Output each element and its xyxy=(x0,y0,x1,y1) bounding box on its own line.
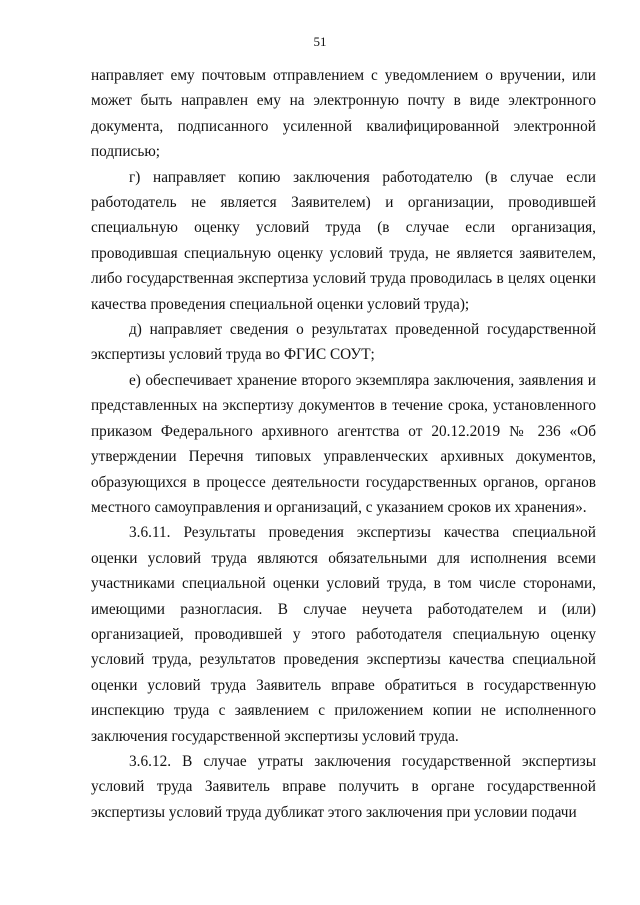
page-number: 51 xyxy=(313,34,327,49)
paragraph-clause-3-6-12: 3.6.12. В случае утраты заключения государственной экспертизы условий труда Заявитель вправе получить в органе государственной экспертизы условий труда дубликат этого заключения при условии подачи xyxy=(91,752,596,821)
document-body xyxy=(91,63,596,825)
paragraph-item-d: д) направляет сведения о результатах проведенной государственной экспертизы условий труда во ФГИС СОУТ; xyxy=(91,321,596,364)
paragraph-continuation: направляет ему почтовым отправлением с уведомлением о вручении, или может быть направлен ему на электронную почту в виде электронного документа, подписанного усиленной квалифицированной электронной подписью; xyxy=(91,67,596,161)
paragraph-clause-3-6-11: 3.6.11. Результаты проведения экспертизы качества специальной оценки условий труда являются обязательными для исполнения всеми участниками специальной оценки условий труда, в том числе сторонами, имеющими разногласия. В случае неучета работодателем и (или) организацией, проводившей у этого работодателя специальную оценку условий труда, результатов проведения экспертизы качества специальной оценки условий труда Заявитель вправе обратиться в государственную инспекцию труда с заявлением с приложением копии не исполненного заключения государственной экспертизы условий труда. xyxy=(91,524,596,745)
paragraph-item-g: г) направляет копию заключения работодателю (в случае если работодатель не является Заявителем) и организации, проводившей специальную оценку условий труда (в случае если организация, проводившая специальную оценку условий труда, не является заявителем, либо государственная экспертиза условий труда проводилась в целях оценки качества проведения специальной оценки условий труда); xyxy=(91,168,596,313)
paragraph-item-e: е) обеспечивает хранение второго экземпляра заключения, заявления и представленных на экспертизу документов в течение срока, установленного приказом Федерального архивного агентства от 20.12.2019 № 236 «Об утверждении Перечня типовых управленческих архивных документов, образующихся в процессе деятельности государственных органов, органов местного самоуправления и организаций, с указанием сроков их хранения». xyxy=(91,371,596,516)
